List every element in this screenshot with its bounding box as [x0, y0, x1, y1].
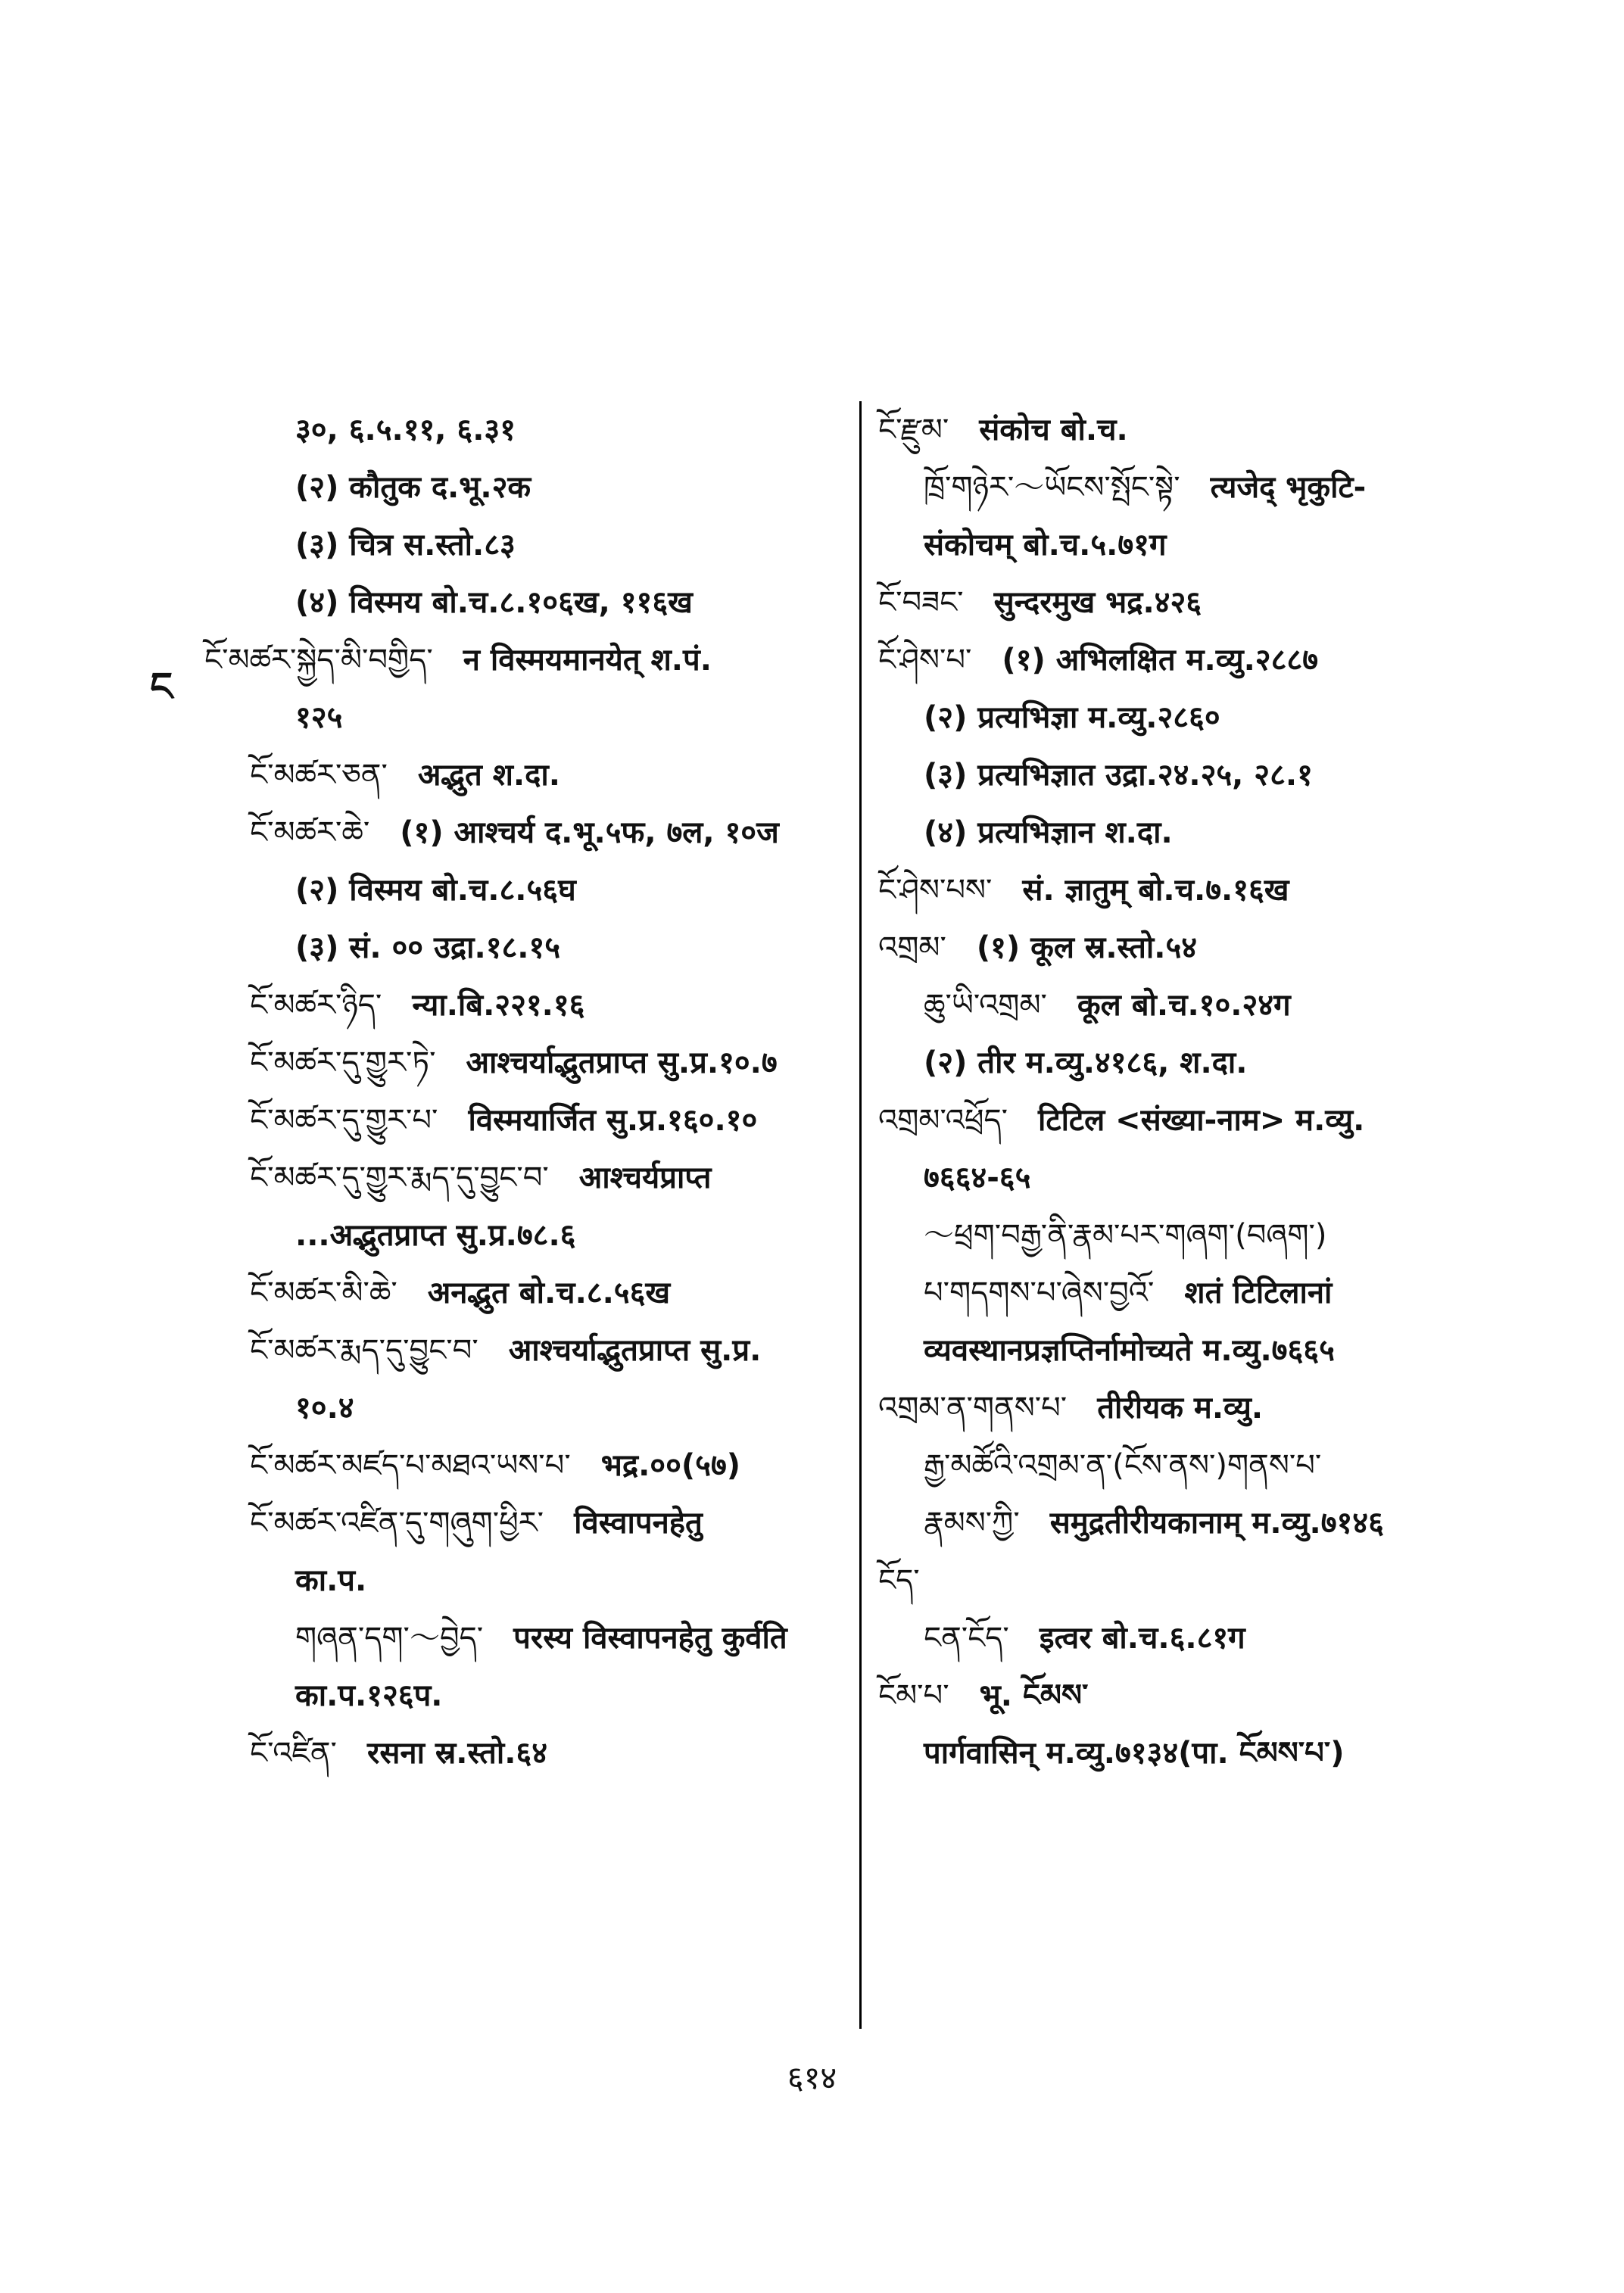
dictionary-line [878, 861, 1507, 919]
dictionary-line [204, 459, 825, 516]
tibetan-headword: ངོ་རྫུམ་ [878, 413, 949, 447]
sanskrit-gloss: विस्वापनहेतु [574, 1506, 703, 1541]
dictionary-line [878, 1034, 1507, 1092]
dictionary-line [204, 861, 825, 919]
dictionary-line [878, 746, 1507, 804]
tibetan-headword: རྣམས་ཀྱི་ [924, 1506, 1020, 1541]
sanskrit-gloss: भू. ངོམས་ [979, 1678, 1089, 1713]
sanskrit-gloss: पार्गवासिन् म.व्यु.७१३४(पा. ངོམས་པ་) [924, 1736, 1345, 1771]
tibetan-headword: ངོ་ཤེས་པ་ [878, 643, 972, 678]
tibetan-headword: ཁྲོ་གཉེར་～ཡོངས་སྤོང་སྟེ་ [924, 470, 1180, 505]
sanskrit-gloss: ७६६४-६५ [924, 1161, 1031, 1195]
dictionary-line [204, 516, 825, 574]
sanskrit-gloss: का.प. [295, 1563, 367, 1598]
tibetan-headword: འགྲམ་ [878, 930, 946, 965]
sanskrit-gloss: (१) अभिलक्षित म.व्यु.२८८७ [1002, 643, 1319, 678]
sanskrit-gloss: त्यजेद् भृकुटि- [1210, 470, 1367, 505]
tibetan-headword: འགྲམ་འཕྲོད་ [878, 1103, 1008, 1138]
tibetan-headword: ངོ་མཚར་འཛིན་དུ་གཞུག་ཕྱིར་ [250, 1506, 544, 1541]
dictionary-line [878, 1379, 1507, 1437]
right-column [878, 401, 1507, 1782]
sanskrit-gloss: (३) प्रत्यभिज्ञात उद्रा.२४.२५, २८.१ [924, 758, 1313, 793]
dictionary-line [878, 1724, 1507, 1782]
left-column [204, 401, 825, 1782]
sanskrit-gloss: परस्य विस्वापनहेतु कुर्वति [513, 1621, 787, 1656]
dictionary-line [878, 804, 1507, 861]
sanskrit-gloss: संकोच बो.च. [979, 413, 1128, 447]
tibetan-headword: ངོ་མཚར་དུ་གྱུར་རྨད་དུ་བྱུང་བ་ [250, 1161, 549, 1195]
sanskrit-gloss: कूल बो.च.१०.२४ग [1077, 988, 1291, 1023]
dictionary-line [204, 977, 825, 1034]
dictionary-line [204, 1609, 825, 1667]
tibetan-headword: ངོ་མཚར་མཛད་པ་མཐའ་ཡས་པ་ [250, 1448, 571, 1483]
sanskrit-gloss: शतं टिटिलानां [1184, 1276, 1333, 1310]
dictionary-line [204, 1552, 825, 1609]
sanskrit-gloss: (२) प्रत्यभिज्ञा म.व्यु.२८६० [924, 700, 1220, 735]
tibetan-headword: ངོ་མཚར་སྐྱེད་མི་བགྱིད་ [204, 643, 433, 678]
tibetan-headword: ངོ་མཚར་ཆེ་ [250, 815, 370, 850]
dictionary-line [878, 1552, 1507, 1609]
tibetan-headword: ངན་ངོད་ [924, 1621, 1009, 1656]
sanskrit-gloss: १२५ [295, 700, 343, 735]
tibetan-headword: གཞན་དག་～བྱེད་ [295, 1621, 484, 1656]
sanskrit-gloss: सुन्दरमुख भद्र.४२६ [993, 585, 1202, 620]
sanskrit-gloss: अनद्भुत बो.च.८.५६ख [427, 1276, 671, 1310]
dictionary-line [204, 1322, 825, 1379]
sanskrit-gloss: ...अद्भुतप्राप्त सु.प्र.७८.६ [295, 1218, 576, 1253]
dictionary-line [878, 401, 1507, 459]
sanskrit-gloss: समुद्रतीरीयकानाम् म.व्यु.७१४६ [1049, 1506, 1384, 1541]
dictionary-line [878, 1149, 1507, 1207]
tibetan-headword: ངོམ་པ་ [878, 1678, 949, 1713]
sanskrit-gloss: संकोचम् बो.च.५.७१ग [924, 528, 1167, 562]
sanskrit-gloss: (४) प्रत्यभिज्ञान श.दा. [924, 815, 1173, 850]
sanskrit-gloss: (३) चित्र स.स्तो.८३ [295, 528, 516, 562]
dictionary-line [204, 1092, 825, 1149]
sanskrit-gloss: (१) आश्चर्य द.भू.५फ, ७ल, १०ज [400, 815, 779, 850]
tibetan-headword: ངོ་མཚར་ཉིད་ [250, 988, 382, 1023]
dictionary-line [204, 1379, 825, 1437]
sanskrit-gloss: इत्वर बो.च.६.८१ग [1039, 1621, 1245, 1656]
dictionary-line [204, 1034, 825, 1092]
sanskrit-gloss: रसना स्र.स्तो.६४ [366, 1736, 548, 1771]
dictionary-line [878, 1609, 1507, 1667]
tibetan-headword: ངོད་ [878, 1563, 920, 1598]
dictionary-line [878, 977, 1507, 1034]
dictionary-line [204, 401, 825, 459]
sanskrit-gloss: आश्चर्याद्भुतप्राप्त सु.प्र. [508, 1333, 762, 1368]
tibetan-headword: ངོ་ཤེས་པས་ [878, 873, 993, 908]
dictionary-line [878, 1092, 1507, 1149]
tibetan-headword: ངོ་མཚར་མི་ཆེ་ [250, 1276, 397, 1310]
column-divider [859, 401, 862, 2029]
dictionary-line [204, 1667, 825, 1724]
sanskrit-gloss: विस्मयार्जित सु.प्र.१६०.१० [468, 1103, 758, 1138]
sanskrit-gloss: (२) विस्मय बो.च.८.५६घ [295, 873, 576, 908]
sanskrit-gloss: १०.४ [295, 1391, 354, 1425]
dictionary-line [878, 631, 1507, 689]
sanskrit-gloss: न विस्मयमानयेत् श.पं. [463, 643, 712, 678]
dictionary-line [204, 746, 825, 804]
sanskrit-gloss: आश्चर्याद्भुतप्राप्त सु.प्र.१०.७ [466, 1045, 778, 1080]
dictionary-line [204, 1494, 825, 1552]
tibetan-headword: ངོ་འཛིན་ [250, 1736, 337, 1771]
dictionary-line [204, 631, 825, 689]
dictionary-line [204, 1437, 825, 1494]
margin-letter-marker: ང [150, 665, 173, 710]
dictionary-line [204, 1264, 825, 1322]
dictionary-line [204, 1207, 825, 1264]
sanskrit-gloss: न्या.बि.२२१.१६ [412, 988, 585, 1023]
dictionary-line [204, 919, 825, 977]
dictionary-line [878, 1437, 1507, 1494]
dictionary-line [878, 516, 1507, 574]
dictionary-line [878, 919, 1507, 977]
tibetan-headword: ངོ་མཚར་དུ་གྱུར་ཏེ་ [250, 1045, 436, 1080]
sanskrit-gloss: भद्र.००(५७) [600, 1448, 741, 1483]
dictionary-line [204, 574, 825, 631]
sanskrit-gloss: (१) कूल स्र.स्तो.५४ [976, 930, 1198, 965]
dictionary-line [878, 1667, 1507, 1724]
sanskrit-gloss: (३) सं. ०० उद्रा.१८.१५ [295, 930, 561, 965]
dictionary-line [878, 1264, 1507, 1322]
page-number: ६१४ [787, 2059, 837, 2096]
sanskrit-gloss: आश्चर्यप्राप्त [578, 1161, 712, 1195]
dictionary-line [878, 459, 1507, 516]
tibetan-headword: ངོ་བཟང་ [878, 585, 964, 620]
sanskrit-gloss: अद्भुत श.दा. [417, 758, 560, 793]
sanskrit-gloss: (२) तीर म.व्यु.४१८६, श.दा. [924, 1045, 1248, 1080]
dictionary-line [204, 689, 825, 746]
dictionary-line [878, 1494, 1507, 1552]
dictionary-line [878, 1322, 1507, 1379]
tibetan-headword: རྒྱ་མཚོའི་འགྲམ་ན་(ངོས་ནས་)གནས་པ་ [924, 1448, 1322, 1483]
dictionary-line [878, 689, 1507, 746]
sanskrit-gloss: का.प.१२६प. [295, 1678, 443, 1713]
tibetan-headword: ངོ་མཚར་རྨད་དུ་བྱུང་བ་ [250, 1333, 478, 1368]
dictionary-line [204, 1149, 825, 1207]
sanskrit-gloss: सं. ज्ञातुम् बो.च.७.१६ख [1022, 873, 1289, 908]
dictionary-line [878, 1207, 1507, 1264]
sanskrit-gloss: ३०, ६.५.११, ६.३१ [295, 413, 516, 447]
dictionary-line [204, 804, 825, 861]
sanskrit-gloss: टिटिल <संख्या-नाम> म.व्यु. [1038, 1103, 1365, 1138]
tibetan-headword: ཆུ་ཡི་འགྲམ་ [924, 988, 1047, 1023]
sanskrit-gloss: तीरीयक म.व्यु. [1097, 1391, 1264, 1425]
dictionary-line [204, 1724, 825, 1782]
dictionary-line [878, 574, 1507, 631]
tibetan-headword: ངོ་མཚར་དུ་གྱུར་པ་ [250, 1103, 438, 1138]
tibetan-headword: ངོ་མཚར་ཅན་ [250, 758, 388, 793]
tibetan-headword: པ་གདགས་པ་ཞེས་བྱའོ་ [924, 1276, 1155, 1310]
sanskrit-gloss: व्यवस्थानप्रज्ञप्तिर्नामोच्यते म.व्यु.७६६५ [924, 1333, 1335, 1368]
sanskrit-gloss: (२) कौतुक द.भू.२क [295, 470, 531, 505]
tibetan-headword: འགྲམ་ན་གནས་པ་ [878, 1391, 1068, 1425]
sanskrit-gloss: (४) विस्मय बो.च.८.१०६ख, ११६ख [295, 585, 693, 620]
tibetan-headword: ～ཕྲག་བརྒྱ་ནི་རྣམ་པར་གཞག་(བཞག་) [924, 1218, 1327, 1253]
